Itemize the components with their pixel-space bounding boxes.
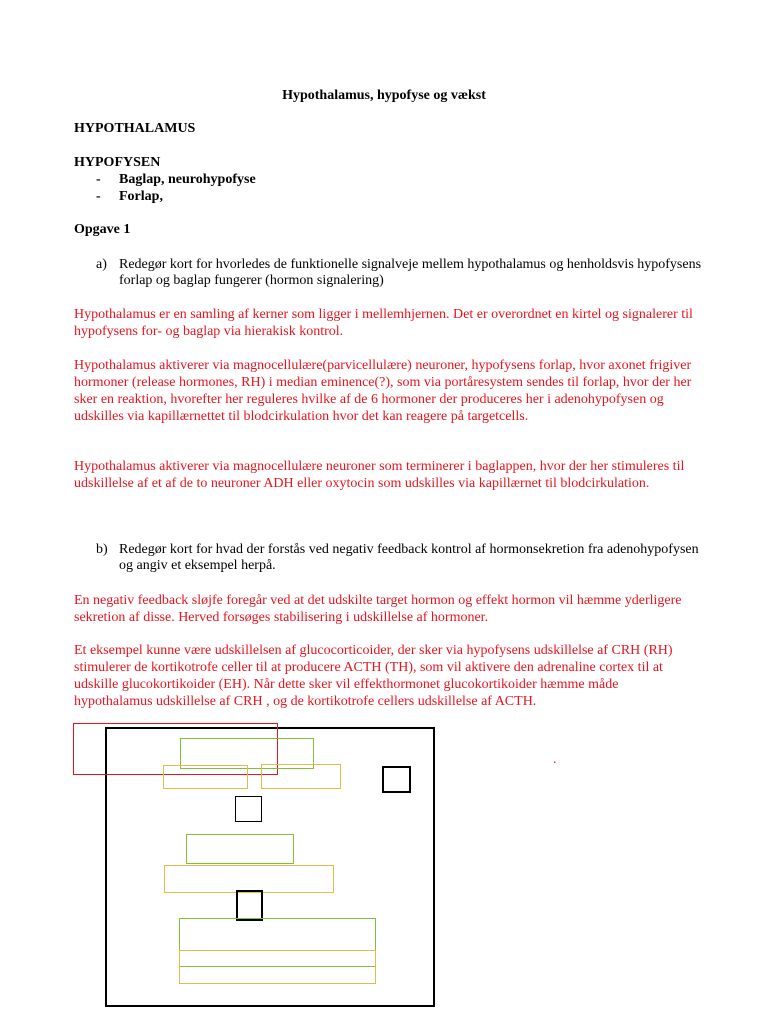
question-b-text: Redegør kort for hvad der forstås ved negativ feedback kontrol af hormonsekretion fra adenohypofysen og angiv et eksempel herpå. — [119, 542, 699, 573]
answer-a-paragraph-3: Hypothalamus aktiverer via magnocellulære neuroner som terminerer i baglappen, hvor der her stimuleres til udskillelse af et af de to neuroner ADH eller oxytocin som udskilles via kapillærnet til blodcirkulation. — [74, 459, 685, 491]
question-a-text: Redegør kort for hvorledes de funktionelle signalveje mellem hypothalamus og henholdsvis hypofysens forlap og baglap fungerer (hormon signalering) — [119, 257, 702, 288]
diagram-black-square — [235, 796, 262, 822]
diagram-yellow-box — [261, 764, 341, 789]
document-title: Hypothalamus, hypofyse og vækst — [282, 88, 486, 103]
opgave-heading: Opgave 1 — [74, 222, 131, 237]
list-item-text: Forlap, — [119, 189, 163, 204]
list-marker: - — [96, 189, 101, 204]
list-item — [96, 172, 256, 188]
answer-b-paragraph-1: En negativ feedback sløjfe foregår ved at det udskilte target hormon og effekt hormon vil hæmme yderligere sekretion af disse. Herved forsøges stabilisering i udskillelse af hormoner. — [74, 593, 682, 625]
diagram-black-square — [236, 890, 263, 921]
diagram-yellow-box — [163, 765, 248, 789]
list-marker: - — [96, 172, 101, 187]
diagram-green-box — [186, 834, 294, 864]
diagram-black-square — [382, 766, 411, 793]
heading-hypofysen: HYPOFYSEN — [74, 155, 161, 170]
answer-b-paragraph-2: Et eksempel kunne være udskillelsen af glucocorticoider, der sker via hypofysens udskillelse af CRH (RH) stimulerer de kortikotrofe celler til at producere ACTH (TH), som vil aktivere den adrenaline cortex til at udskille glucokortikoider (EH). Når dette sker vil effekthormonet glucokortikoider hæmme måde hypothalamus udskillelse af CRH , og de kortikotrofe cellers udskillelse af ACTH. — [74, 643, 673, 709]
question-b — [96, 542, 709, 574]
question-b-label: b) — [96, 542, 108, 557]
list-item — [96, 189, 163, 205]
diagram-yellow-box — [164, 865, 334, 893]
question-a-label: a) — [96, 257, 107, 272]
list-item-text: Baglap, neurohypofyse — [119, 172, 256, 187]
stray-mark: . — [553, 752, 557, 767]
answer-a-paragraph-2: Hypothalamus aktiverer via magnocellulære(parvicellulære) neuroner, hypofysens forlap, hvor axonet frigiver hormoner (release hormones, RH) i median eminence(?), som via portåresystem sendes til forlap, hvor der her sker en reaktion, hvorefter her reguleres hvilke af de 6 hormoner der produceres her i adenohypofysen og udskilles via kapillærnettet til blodcirkulation hvor det kan reagere på targetcells. — [74, 358, 692, 424]
answer-a-paragraph-1: Hypothalamus er en samling af kerner som ligger i mellemhjernen. Det er overordnet en kirtel og signalerer til hypofysens for- og baglap via hierakisk kontrol. — [74, 307, 693, 339]
diagram-yellow-box — [179, 950, 376, 984]
question-a — [96, 257, 709, 289]
heading-hypothalamus: HYPOTHALAMUS — [74, 121, 196, 136]
